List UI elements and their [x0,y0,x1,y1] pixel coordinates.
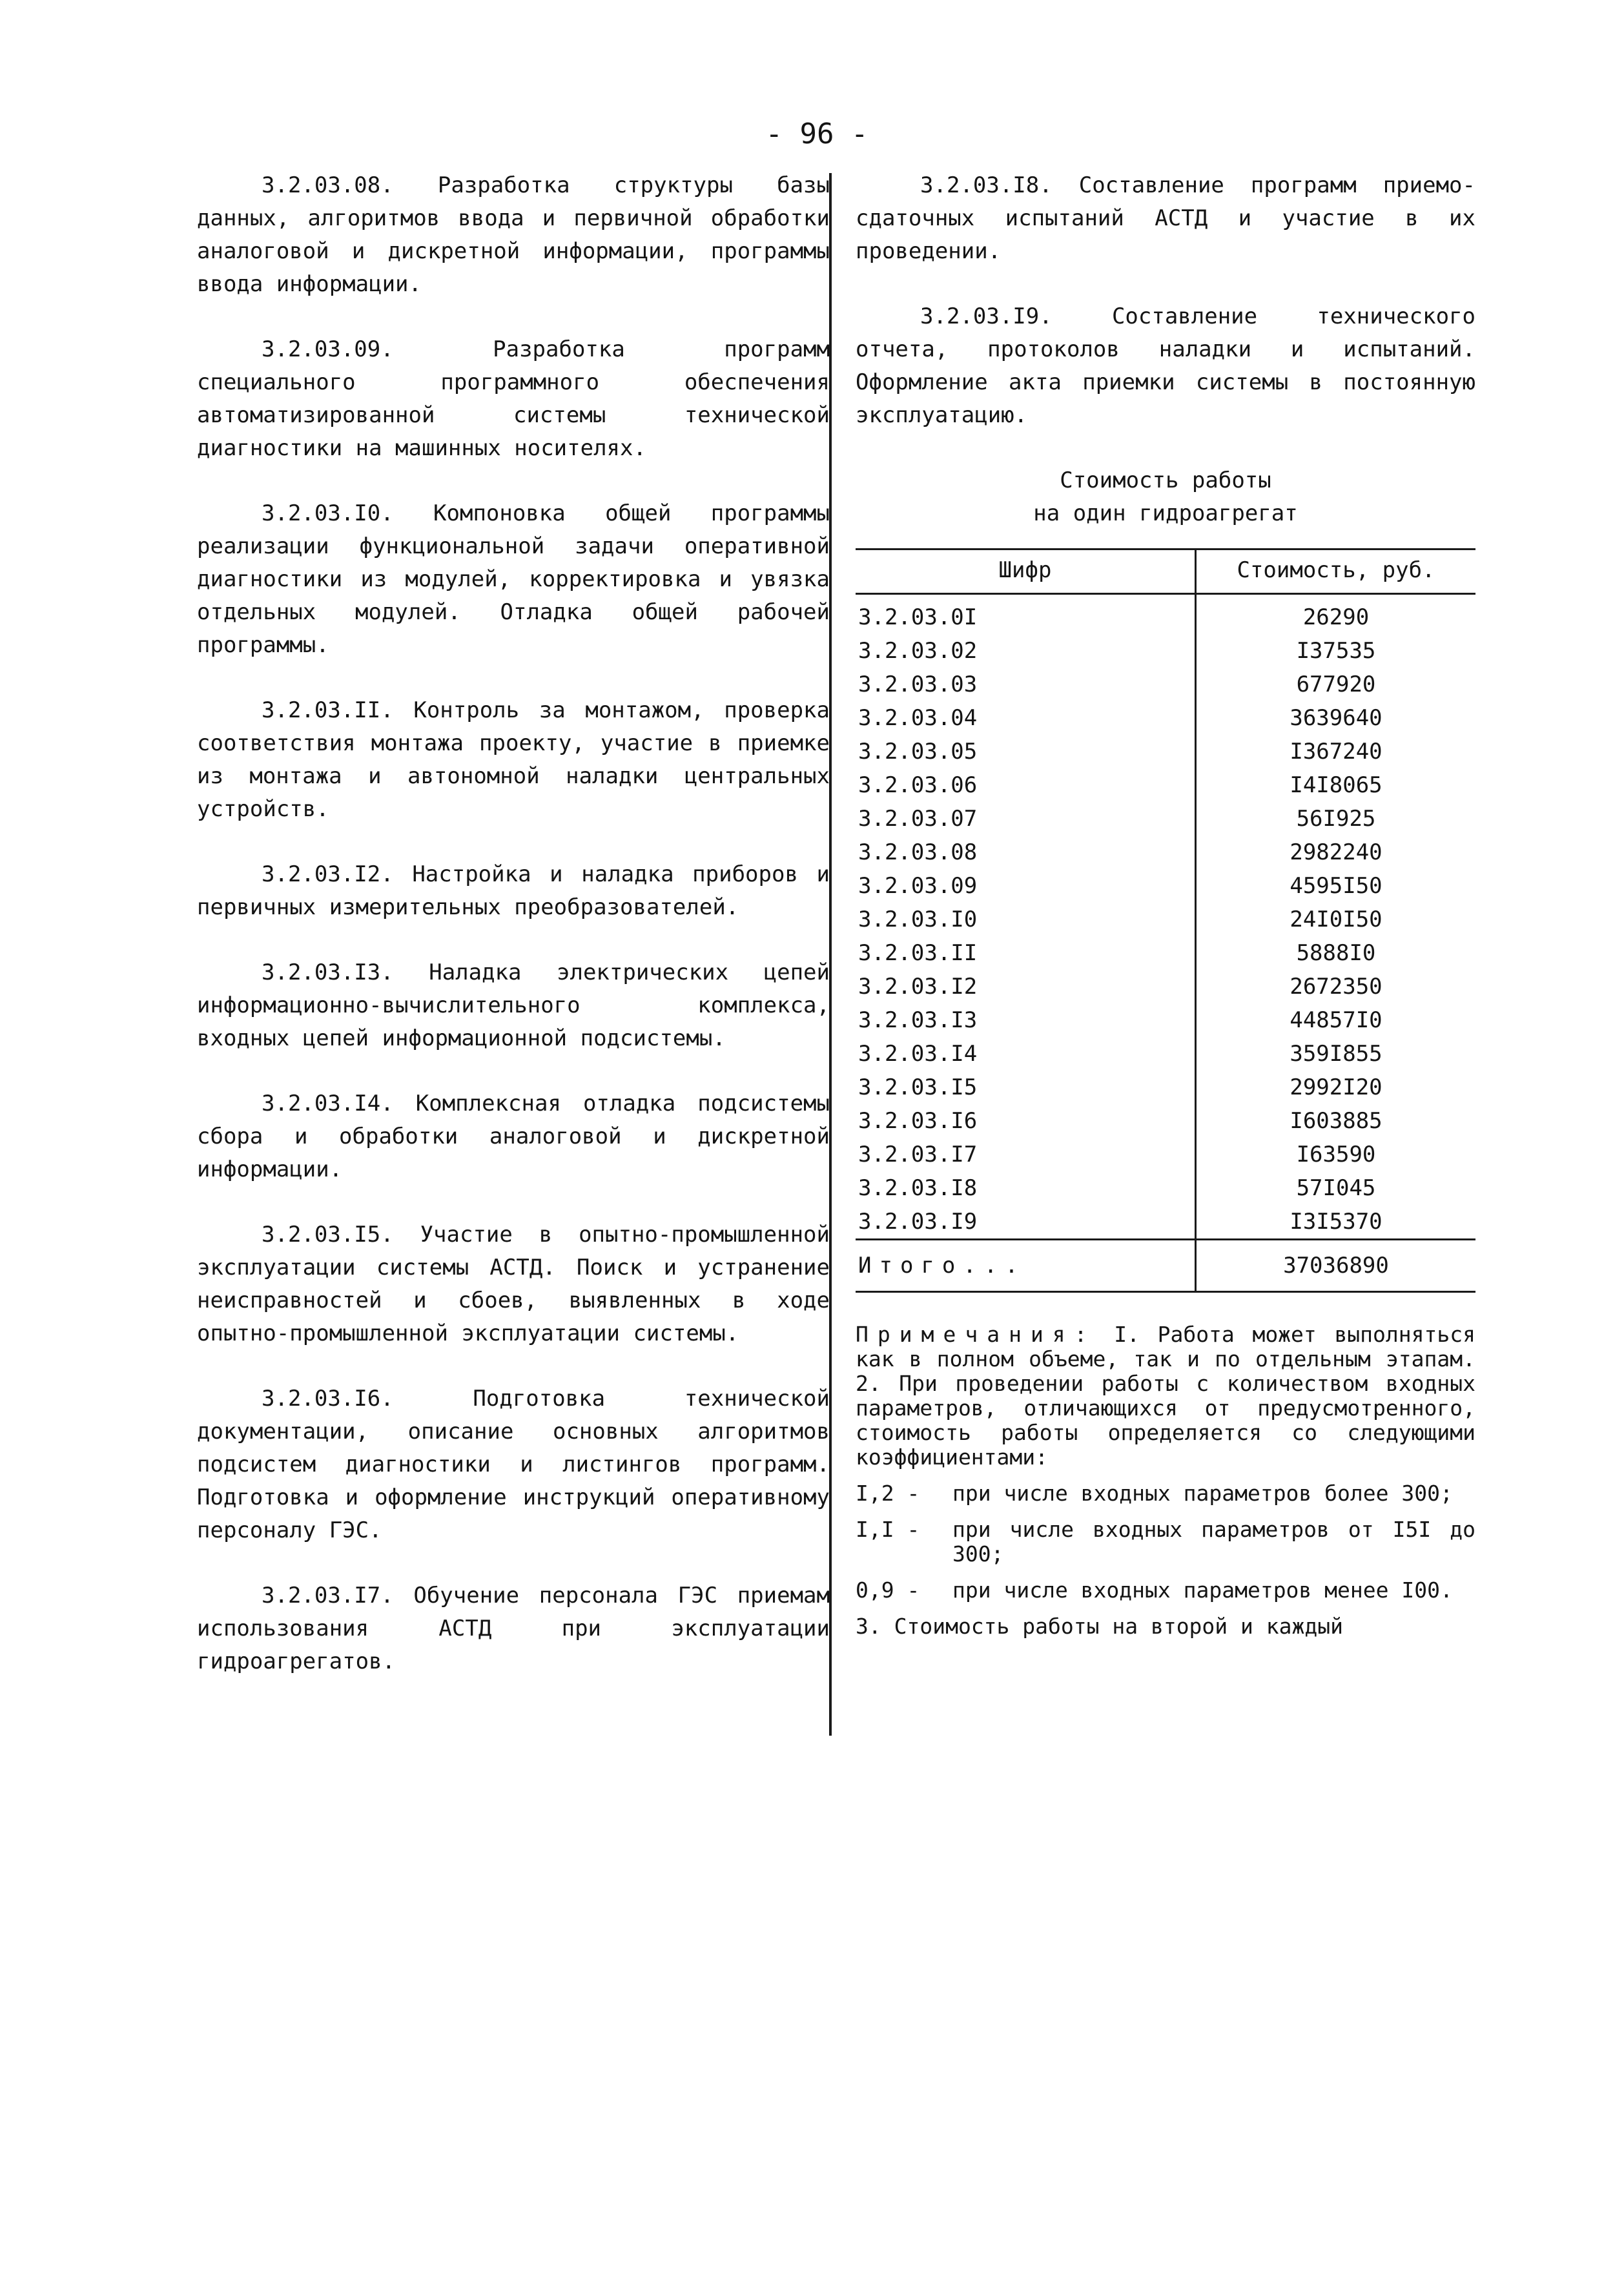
cell-cost: 24I0I50 [1290,907,1382,932]
cell-code: 3.2.03.03 [856,668,1196,701]
paragraph-number: 3.2.03.I5. [262,1222,394,1248]
table-row [856,735,1475,768]
notes-text: I. Работа может выполняться как в полном объеме, так и по отдельным этапам. 2. При проведении работы с количеством входных параметров, отличающихся от предусмотренного, стоимость работы определяется со следующими коэффициентами: [856,1322,1475,1470]
table-row [856,936,1475,970]
cell-code: 3.2.03.0I [856,594,1196,635]
cell-code: 3.2.03.I4 [856,1037,1196,1071]
notes-last-line: 3. Стоимость работы на второй и каждый [856,1614,1343,1639]
paragraph-number: 3.2.03.I2. [262,861,394,887]
coefficient-item [856,1481,1475,1506]
paragraph-number: 3.2.03.I8. [920,172,1053,198]
cell-cost: 5888I0 [1296,940,1376,966]
table-row [856,594,1475,635]
paragraph-text: Составление программ приемо-сдаточных испытаний АСТД и участие в их проведении. [856,172,1475,264]
cell-cost: I37535 [1296,638,1376,664]
paragraph-3-2-03-08 [197,169,830,301]
table-total-row [856,1240,1475,1292]
cell-code: 3.2.03.II [856,936,1196,970]
cell-cost: 4595I50 [1290,873,1382,899]
table-row [856,836,1475,869]
table-row [856,634,1475,668]
cell-cost: 2982240 [1290,839,1382,865]
paragraph-3-2-03-15 [197,1218,830,1350]
table-row [856,1071,1475,1104]
cell-code: 3.2.03.I5 [856,1071,1196,1104]
paragraph-text: Обучение персонала ГЭС приемам использования АСТД при эксплуатации гидроагрегатов. [197,1583,830,1674]
cell-cost: I4I8065 [1290,772,1382,798]
paragraph-number: 3.2.03.II. [262,697,394,723]
cell-cost: 677920 [1296,672,1376,697]
cell-code: 3.2.03.09 [856,869,1196,903]
paragraph-3-2-03-09 [197,333,830,465]
table-row [856,903,1475,936]
table-row [856,1138,1475,1171]
table-row [856,802,1475,836]
left-column [197,169,830,1710]
table-row [856,869,1475,903]
cell-cost: 2992I20 [1290,1074,1382,1100]
cell-cost: I603885 [1290,1108,1382,1134]
paragraph-text: Подготовка технической документации, описание основных алгоритмов подсистем диагностики и листингов программ. Подготовка и оформление инструкций оперативному персоналу ГЭС. [197,1386,830,1543]
paragraph-number: 3.2.03.09. [262,336,394,362]
paragraph-3-2-03-11 [197,694,830,826]
coefficient-value: I,I - [856,1517,920,1542]
coefficient-text: при числе входных параметров менее I00. [952,1577,1453,1603]
paragraph-number: 3.2.03.I3. [262,960,394,985]
total-value: 37036890 [1196,1240,1476,1292]
paragraph-3-2-03-13 [197,956,830,1055]
table-title-line-2: на один гидроагрегат [1033,500,1298,526]
cell-code: 3.2.03.I9 [856,1205,1196,1240]
paragraph-3-2-03-18 [856,169,1475,268]
cell-code: 3.2.03.05 [856,735,1196,768]
cell-code: 3.2.03.07 [856,802,1196,836]
paragraph-text: Контроль за монтажом, проверка соответствия монтажа проекту, участие в приемке из монтажа и автономной наладки центральных устройств. [197,697,830,822]
paragraph-text: Составление технического отчета, протоколов наладки и испытаний. Оформление акта приемки системы в постоянную эксплуатацию. [856,303,1475,428]
cell-cost: 57I045 [1296,1175,1376,1201]
cell-cost: I3I5370 [1290,1209,1382,1235]
paragraph-text: Наладка электрических цепей информационно-вычислительного комплекса, входных цепей информационной подсистемы. [197,960,830,1051]
paragraph-number: 3.2.03.I0. [262,500,394,526]
header-code: Шифр [856,549,1196,594]
paragraph-3-2-03-10 [197,497,830,662]
table-row [856,970,1475,1003]
cell-code: 3.2.03.08 [856,836,1196,869]
coefficient-text: при числе входных параметров более 300; [952,1481,1453,1506]
paragraph-3-2-03-12 [197,858,830,924]
paragraph-number: 3.2.03.I7. [262,1583,394,1608]
paragraph-text: Участие в опытно-промышленной эксплуатации системы АСТД. Поиск и устранение неисправностей и сбоев, выявленных в ходе опытно-промышленной эксплуатации системы. [197,1222,830,1346]
cell-code: 3.2.03.I7 [856,1138,1196,1171]
cell-code: 3.2.03.I3 [856,1003,1196,1037]
notes-heading: Примечания: [856,1322,1096,1347]
cell-cost: 2672350 [1290,974,1382,1000]
cell-code: 3.2.03.I6 [856,1104,1196,1138]
paragraph-3-2-03-14 [197,1087,830,1186]
total-label: Итого... [856,1240,1196,1292]
table-row [856,1171,1475,1205]
table-row [856,1037,1475,1071]
cell-code: 3.2.03.04 [856,701,1196,735]
cell-code: 3.2.03.06 [856,768,1196,802]
paragraph-number: 3.2.03.08. [262,172,394,198]
cell-cost: 44857I0 [1290,1007,1382,1033]
cell-cost: I63590 [1296,1142,1376,1167]
paragraph-number: 3.2.03.I9. [920,303,1053,329]
coefficient-item [856,1517,1475,1566]
paragraph-text: Компоновка общей программы реализации функциональной задачи оперативной диагностики из модулей, корректировка и увязка отдельных модулей. Отладка общей рабочей программы. [197,500,830,658]
table-row [856,668,1475,701]
table-row [856,768,1475,802]
cell-cost: 26290 [1302,604,1370,630]
cell-cost: 56I925 [1296,806,1376,832]
cell-code: 3.2.03.I8 [856,1171,1196,1205]
header-cost: Стоимость, руб. [1196,549,1476,594]
table-row [856,1003,1475,1037]
cell-code: 3.2.03.02 [856,634,1196,668]
table-title [856,464,1475,530]
coefficient-value: I,2 - [856,1481,920,1506]
table-title-line-1: Стоимость работы [1060,467,1271,493]
paragraph-text: Разработка структуры базы данных, алгоритмов ввода и первичной обработки аналоговой и дискретной информации, программы ввода информации. [197,172,830,297]
cell-cost: I367240 [1290,739,1382,765]
notes-paragraph [856,1322,1475,1470]
cell-code: 3.2.03.I2 [856,970,1196,1003]
paragraph-number: 3.2.03.I6. [262,1386,394,1412]
paragraph-number: 3.2.03.I4. [262,1091,394,1116]
paragraph-text: Комплексная отладка подсистемы сбора и обработки аналоговой и дискретной информации. [197,1091,830,1182]
coefficient-item [856,1578,1475,1603]
table-header-row [856,549,1475,594]
paragraph-text: Разработка программ специального программного обеспечения автоматизированной системы технической диагностики на машинных носителях. [197,336,830,461]
paragraph-3-2-03-19 [856,300,1475,432]
table-row [856,1104,1475,1138]
cell-code: 3.2.03.I0 [856,903,1196,936]
right-column [856,169,1475,1639]
cell-cost: 3639640 [1290,705,1382,731]
notes [856,1322,1475,1639]
table-row [856,701,1475,735]
cost-table [856,548,1475,1293]
paragraph-text: Настройка и наладка приборов и первичных измерительных преобразователей. [197,861,830,920]
coefficient-value: 0,9 - [856,1577,920,1603]
paragraph-3-2-03-16 [197,1382,830,1547]
paragraph-3-2-03-17 [197,1579,830,1678]
table-row [856,1205,1475,1240]
cell-cost: 359I855 [1290,1041,1382,1067]
page-number: - 96 - [765,118,869,150]
coefficient-text: при числе входных параметров от I5I до 300; [952,1517,1475,1566]
